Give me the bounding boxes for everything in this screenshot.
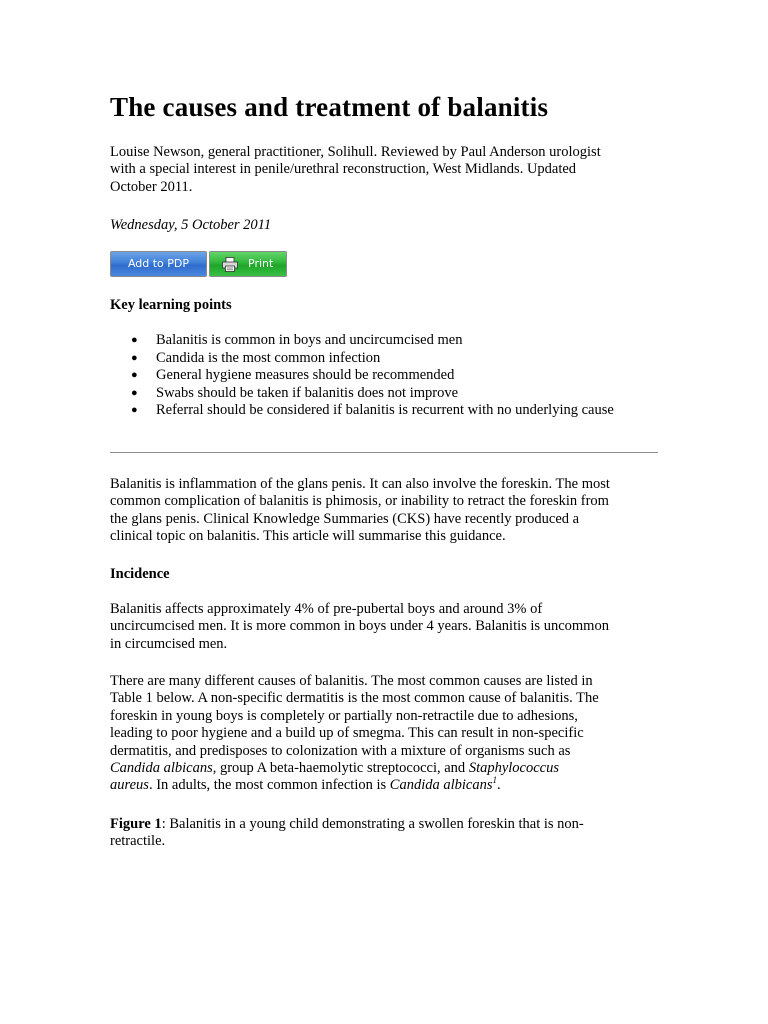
text-line: Table 1 below. A non-specific dermatitis is the most common cause of balanitis. The (110, 690, 599, 707)
list-item-text: Balanitis is common in boys and uncircumcised men (156, 332, 463, 348)
text-line: Balanitis affects approximately 4% of pre-pubertal boys and around 3% of (110, 601, 543, 617)
figure-label: Figure 1 (110, 816, 162, 832)
text-line: retractile. (110, 833, 166, 850)
bullet-icon: ● (131, 351, 138, 364)
reference-marker: 1 (492, 775, 497, 786)
add-to-pdp-button[interactable]: Add to PDP (110, 251, 207, 277)
text-fragment: , group A beta-haemolytic streptococci, and (212, 760, 469, 777)
text-line (110, 777, 655, 794)
organism-name: Staphylococcus (468, 760, 560, 777)
list-item-text: Referral should be considered if balanitis is recurrent with no underlying cause (156, 402, 614, 419)
text-line: Balanitis is inflammation of the glans penis. It can also involve the foreskin. The most (110, 476, 610, 492)
list-item (110, 332, 670, 350)
caption-text: : Balanitis in a young child demonstrating a swollen foreskin that is non- (161, 816, 584, 832)
key-learning-points-list (110, 332, 670, 420)
key-learning-points-heading: Key learning points (110, 297, 232, 313)
text-line: clinical topic on balanitis. This article will summarise this guidance. (110, 528, 506, 545)
text-line: dermatitis, and predisposes to colonization with a mixture of organisms such as (110, 742, 571, 759)
list-item-text: Candida is the most common infection (156, 349, 381, 366)
list-item (110, 367, 670, 385)
text-line: the glans penis. Clinical Knowledge Summaries (CKS) have recently produced a (110, 510, 580, 527)
text-line: foreskin in young boys is completely or partially non-retractile due to adhesions, (110, 707, 578, 724)
byline-line: October 2011. (110, 178, 193, 195)
text-line: There are many different causes of balanitis. The most common causes are listed in (110, 673, 593, 689)
text-line: common complication of balanitis is phimosis, or inability to retract the foreskin from (110, 493, 609, 510)
list-item (110, 402, 670, 420)
text-line: in circumcised men. (110, 635, 228, 652)
list-item (110, 350, 670, 368)
organism-name: Candida albicans (389, 777, 493, 794)
list-item-text: Swabs should be taken if balanitis does not improve (156, 384, 459, 401)
byline (110, 144, 640, 196)
organism-name: aureus (110, 777, 149, 794)
incidence-heading: Incidence (110, 566, 170, 582)
text-line (110, 816, 650, 833)
text-line: leading to poor hygiene and a build up of smegma. This can result in non-specific (110, 725, 584, 742)
intro-paragraph (110, 476, 650, 546)
incidence-paragraph (110, 601, 655, 653)
bullet-icon: ● (131, 369, 138, 382)
byline-line: Louise Newson, general practitioner, Solihull. Reviewed by Paul Anderson urologist (110, 144, 601, 160)
text-fragment: . (497, 777, 501, 794)
causes-paragraph (110, 673, 655, 795)
figure-caption (110, 816, 650, 851)
print-button-label: Print (248, 257, 274, 270)
text-line (110, 760, 655, 777)
list-item-text: General hygiene measures should be recommended (156, 367, 455, 384)
bullet-icon: ● (131, 334, 138, 346)
horizontal-divider (110, 452, 658, 453)
bullet-icon: ● (131, 386, 138, 399)
list-item (110, 385, 670, 403)
printer-icon (222, 257, 238, 272)
page-title: The causes and treatment of balanitis (110, 92, 549, 122)
text-line: uncircumcised men. It is more common in boys under 4 years. Balanitis is uncommon (110, 618, 609, 635)
print-button[interactable] (209, 251, 287, 277)
publish-date: Wednesday, 5 October 2011 (110, 217, 272, 233)
byline-line: with a special interest in penile/urethral reconstruction, West Midlands. Updated (110, 161, 577, 178)
organism-name: Candida albicans (110, 760, 213, 777)
bullet-icon: ● (131, 404, 138, 417)
text-fragment: . In adults, the most common infection is (148, 777, 390, 794)
